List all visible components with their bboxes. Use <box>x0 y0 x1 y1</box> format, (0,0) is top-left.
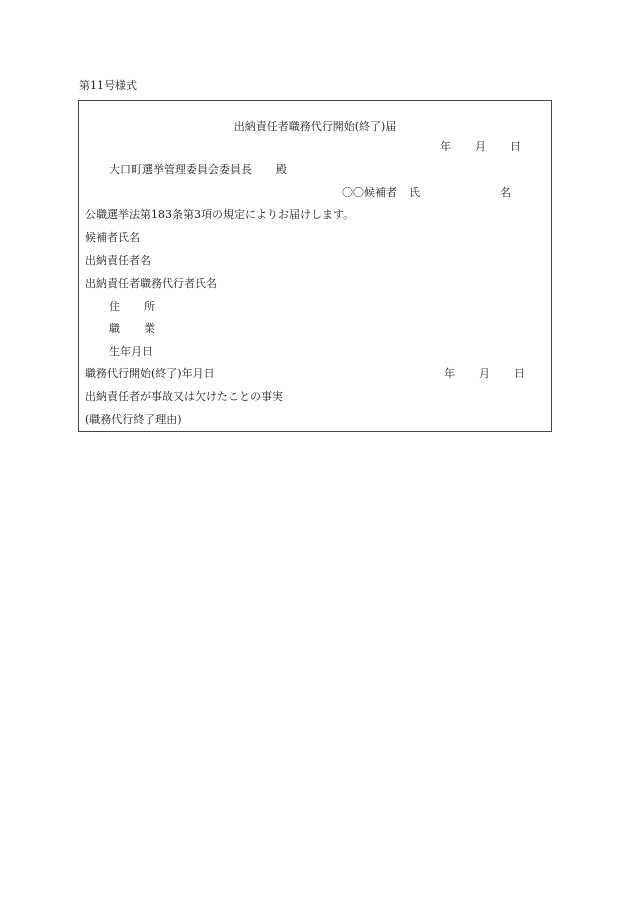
occupation-label-left: 職 <box>109 322 120 335</box>
form-title: 出納責任者職務代行開始(終了)届 <box>233 120 397 133</box>
date-year-label: 年 <box>440 140 451 153</box>
date-day-label: 日 <box>510 140 521 153</box>
field-occupation <box>109 322 155 336</box>
applicant-signature <box>342 186 511 200</box>
field-treasurer-name: 出納責任者名 <box>85 254 151 267</box>
addressee-honorific: 殿 <box>276 163 287 176</box>
applicant-name-left: 氏 <box>409 186 420 199</box>
start-end-day-label: 日 <box>514 367 525 380</box>
address-label-left: 住 <box>109 300 120 313</box>
notification-form <box>78 100 552 432</box>
occupation-label-right: 業 <box>144 322 155 335</box>
date-month-label: 月 <box>475 140 486 153</box>
start-end-year-label: 年 <box>444 367 455 380</box>
field-end-reason: (職務代行終了理由) <box>85 413 182 426</box>
applicant-name-right: 名 <box>500 186 511 199</box>
field-agent-name: 出納責任者職務代行者氏名 <box>85 277 217 290</box>
submission-date <box>440 140 521 154</box>
start-end-month-label: 月 <box>479 367 490 380</box>
field-candidate-name: 候補者氏名 <box>85 231 140 244</box>
addressee-name: 大口町選挙管理委員会委員長 <box>109 163 252 176</box>
start-end-date-blanks <box>444 367 525 381</box>
form-number: 第11号様式 <box>79 79 137 92</box>
field-birth-date: 生年月日 <box>109 345 153 358</box>
legal-statement: 公職選挙法第183条第3項の規定によりお届けします。 <box>85 208 355 221</box>
field-start-end-date: 職務代行開始(終了)年月日 <box>85 367 215 380</box>
field-address <box>109 300 155 314</box>
addressee <box>109 163 287 177</box>
address-label-right: 所 <box>144 300 155 313</box>
applicant-role: 〇〇候補者 <box>342 186 397 199</box>
field-incapacity-fact: 出納責任者が事故又は欠けたことの事実 <box>85 390 283 403</box>
